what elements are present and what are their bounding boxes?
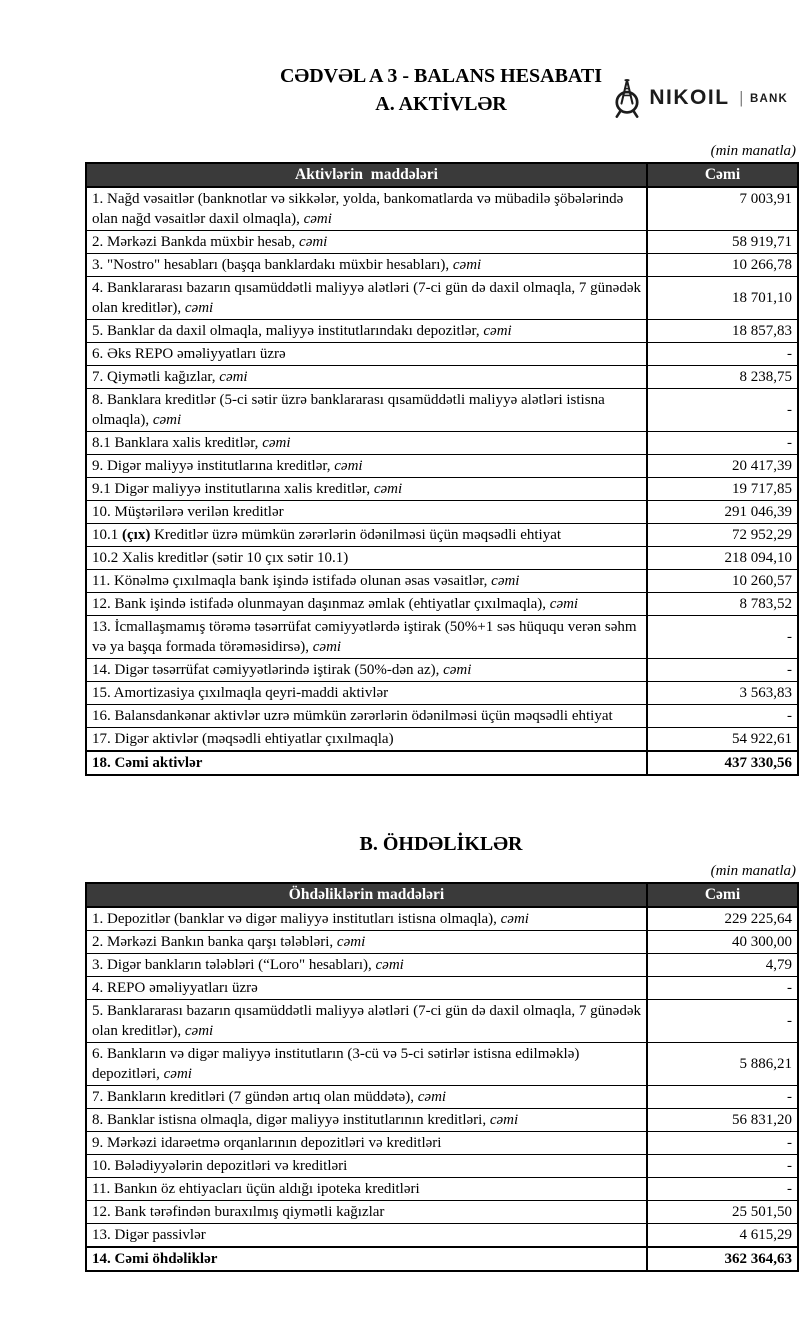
table-row — [86, 366, 798, 389]
logo-bank-text: BANK — [749, 93, 788, 105]
row-label-italic-part: cəmi — [549, 596, 579, 612]
row-label-text: 10. Müştərilərə verilən kreditlər — [92, 504, 284, 520]
row-label-text: 10.2 Xalis kreditlər (sətir 10 çıx sətir 10.1) — [92, 550, 349, 566]
title-line-1: CƏDVƏL A 3 - BALANS HESABATI — [279, 65, 603, 87]
row-label-text: 12. Bank işində istifadə olunmayan daşınmaz əmlak (ehtiyatlar çıxılmaqla), — [92, 596, 550, 612]
row-label — [86, 1043, 647, 1086]
table-row — [86, 501, 798, 524]
row-label — [86, 1178, 647, 1201]
row-label-text: 13. İcmallaşmamış törəmə təsərrüfat cəmiyyətlərdə iştirak (50%+1 səs hüququ verən səhm və ya başqa formada törəməsidirsə), — [92, 619, 637, 655]
row-label — [86, 1132, 647, 1155]
row-label — [86, 432, 647, 455]
row-value: - — [647, 1132, 798, 1155]
row-label — [86, 343, 647, 366]
row-label-italic-part: cəmi — [163, 1066, 192, 1082]
liabilities-header-row — [86, 883, 798, 907]
row-value: 7 003,91 — [647, 187, 798, 231]
row-label-text: 7. Bankların kreditləri (7 gündən artıq olan müddətə), — [92, 1089, 418, 1105]
row-label-text: 15. Amortizasiya çıxılmaqla qeyri-maddi aktivlər — [92, 685, 389, 701]
row-label-text: 11. Könəlmə çıxılmaqla bank işində istifadə olunan əsas vəsaitlər, — [92, 573, 492, 589]
table-row — [86, 187, 798, 231]
row-label-italic-part: cəmi — [452, 257, 482, 273]
row-label-italic-part: cəmi — [417, 1089, 447, 1105]
row-label — [86, 254, 647, 277]
row-label-italic-part: cəmi — [443, 662, 472, 678]
row-label — [86, 277, 647, 320]
row-value: 229 225,64 — [647, 907, 798, 931]
row-value: - — [647, 616, 798, 659]
row-label-text: 9. Mərkəzi idarəetmə orqanlarının depozitləri və kreditləri — [92, 1135, 442, 1151]
row-label — [86, 728, 647, 752]
row-value: - — [647, 1000, 798, 1043]
row-label — [86, 616, 647, 659]
row-value: 25 501,50 — [647, 1201, 798, 1224]
table-row — [86, 1247, 798, 1271]
row-label-text: 14. Cəmi öhdəliklər — [92, 1251, 218, 1267]
row-value: 72 952,29 — [647, 524, 798, 547]
table-row — [86, 1201, 798, 1224]
table-row — [86, 455, 798, 478]
row-value: - — [647, 1178, 798, 1201]
table-row — [86, 682, 798, 705]
row-label-text: 13. Digər passivlər — [92, 1227, 206, 1243]
row-value: 218 094,10 — [647, 547, 798, 570]
row-label — [86, 593, 647, 616]
row-value: - — [647, 343, 798, 366]
assets-header-items: Aktivlərin maddələri — [86, 163, 647, 187]
logo-divider: | — [739, 88, 743, 107]
row-label-bold-part: (çıx) — [122, 527, 151, 543]
row-label-text: 6. Bankların və digər maliyyə institutların (3-cü və 5-ci sətirlər istisna edilməklə) depozitləri, — [92, 1046, 580, 1082]
row-value: 5 886,21 — [647, 1043, 798, 1086]
row-label — [86, 1247, 647, 1271]
assets-header-total: Cəmi — [647, 163, 798, 187]
row-label — [86, 705, 647, 728]
table-row — [86, 1043, 798, 1086]
assets-table — [85, 162, 799, 776]
table-row — [86, 570, 798, 593]
row-label-text: 6. Əks REPO əməliyyatları üzrə — [92, 346, 286, 362]
row-label — [86, 1155, 647, 1178]
row-label-text: 3. "Nostro" hesabları (başqa banklardakı müxbir hesabları), — [92, 257, 453, 273]
row-label-text: 16. Balansdankənar aktivlər uzrə mümkün zərərlərin ödənilməsi üçün məqsədli ehtiyat — [92, 708, 613, 724]
row-label-text: 14. Digər təsərrüfat cəmiyyətlərində iştirak (50%-dən az), — [92, 662, 444, 678]
row-label-text: 8.1 Banklara xalis kreditlər, — [92, 435, 263, 451]
row-label-text: 4. REPO əməliyyatları üzrə — [92, 980, 258, 996]
row-label-text: 12. Bank tərəfindən buraxılmış qiymətli kağızlar — [92, 1204, 385, 1220]
row-label-italic-part: cəmi — [336, 934, 366, 950]
row-label — [86, 366, 647, 389]
row-value: 4 615,29 — [647, 1224, 798, 1248]
row-label — [86, 1201, 647, 1224]
table-row — [86, 432, 798, 455]
row-label-italic-part: cəmi — [303, 211, 332, 227]
row-value: - — [647, 432, 798, 455]
row-value: 54 922,61 — [647, 728, 798, 752]
row-label-text: 1. Depozitlər (banklar və digər maliyyə institutları istisna olmaqla), — [92, 911, 501, 927]
row-label-italic-part: cəmi — [375, 957, 404, 973]
row-label-italic-part: cəmi — [184, 1023, 214, 1039]
row-value: 362 364,63 — [647, 1247, 798, 1271]
row-value: 18 857,83 — [647, 320, 798, 343]
table-row — [86, 343, 798, 366]
row-value: 40 300,00 — [647, 931, 798, 954]
table-row — [86, 320, 798, 343]
row-value: 3 563,83 — [647, 682, 798, 705]
row-label-text: 8. Banklar istisna olmaqla, digər maliyyə institutlarının kreditləri, — [92, 1112, 490, 1128]
row-label — [86, 931, 647, 954]
row-label — [86, 501, 647, 524]
row-label-text: 11. Bankın öz ehtiyacları üçün aldığı ipoteka kreditləri — [92, 1181, 420, 1197]
row-label-text: 1. Nağd vəsaitlər (banknotlar və sikkələr, yolda, bankomatlarda və mübadilə şöbələrində olan nağd vəsaitlər daxil olmaqla), — [92, 191, 624, 227]
table-row — [86, 659, 798, 682]
row-label — [86, 570, 647, 593]
row-value: 4,79 — [647, 954, 798, 977]
table-row — [86, 954, 798, 977]
row-label-text: 8. Banklara kreditlər (5-ci sətir üzrə banklararası qısamüddətli maliyyə alətləri istisna olmaqla), — [92, 392, 605, 428]
liabilities-header-items: Öhdəliklərin maddələri — [86, 883, 647, 907]
table-row — [86, 478, 798, 501]
row-value: 8 783,52 — [647, 593, 798, 616]
row-label-text: 5. Banklar da daxil olmaqla, maliyyə institutlarındakı depozitlər, — [92, 323, 484, 339]
row-value: 56 831,20 — [647, 1109, 798, 1132]
row-label-italic-part: cəmi — [299, 234, 328, 250]
table-row — [86, 1109, 798, 1132]
table-row — [86, 616, 798, 659]
row-label — [86, 1086, 647, 1109]
row-label-italic-part: cəmi — [500, 911, 529, 927]
row-label — [86, 187, 647, 231]
row-label-text: 10. Bələdiyyələrin depozitləri və kreditləri — [92, 1158, 348, 1174]
table-row — [86, 728, 798, 752]
table-row — [86, 1155, 798, 1178]
row-label — [86, 455, 647, 478]
row-value: - — [647, 1155, 798, 1178]
row-label-italic-part: cəmi — [489, 1112, 519, 1128]
row-label — [86, 389, 647, 432]
row-value: 19 717,85 — [647, 478, 798, 501]
row-label — [86, 547, 647, 570]
row-value: 10 260,57 — [647, 570, 798, 593]
row-label-text: 2. Mərkəzi Bankın banka qarşı tələbləri, — [92, 934, 337, 950]
row-label-italic-part: cəmi — [312, 639, 342, 655]
table-row — [86, 389, 798, 432]
logo-brand-text: NIKOIL — [649, 86, 730, 109]
row-value: 8 238,75 — [647, 366, 798, 389]
assets-header-row — [86, 163, 798, 187]
row-label-italic-part: cəmi — [152, 412, 182, 428]
table-row — [86, 705, 798, 728]
unit-note-assets: (min manatla) — [710, 143, 796, 159]
row-label-prefix: 10.1 — [92, 527, 122, 543]
row-label — [86, 907, 647, 931]
row-label-italic-part: cəmi — [262, 435, 291, 451]
table-row — [86, 751, 798, 775]
row-label-text: 9.1 Digər maliyyə institutlarına xalis kreditlər, — [92, 481, 374, 497]
row-label-text: Kreditlər üzrə mümkün zərərlərin ödənilməsi üçün məqsədli ehtiyat — [150, 527, 562, 543]
row-label — [86, 320, 647, 343]
table-row — [86, 524, 798, 547]
row-label-italic-part: cəmi — [483, 323, 512, 339]
row-label-text: 18. Cəmi aktivlər — [92, 755, 203, 771]
table-row — [86, 593, 798, 616]
row-value: - — [647, 659, 798, 682]
row-value: - — [647, 389, 798, 432]
unit-note-liabilities: (min manatla) — [710, 863, 796, 879]
row-label-text: 9. Digər maliyyə institutlarına kreditlər, — [92, 458, 335, 474]
liabilities-table — [85, 882, 799, 1272]
table-row — [86, 1178, 798, 1201]
row-label — [86, 682, 647, 705]
table-row — [86, 1086, 798, 1109]
row-value: - — [647, 705, 798, 728]
table-row — [86, 907, 798, 931]
balance-report-page — [0, 62, 800, 1318]
row-label — [86, 1224, 647, 1248]
table-row — [86, 977, 798, 1000]
row-value: - — [647, 977, 798, 1000]
row-value: 10 266,78 — [647, 254, 798, 277]
row-label-text: 3. Digər bankların tələbləri (“Loro" hesabları), — [92, 957, 376, 973]
table-row — [86, 1000, 798, 1043]
table-row — [86, 231, 798, 254]
title-line-2: A. AKTİVLƏR — [375, 93, 507, 115]
assets-section — [85, 143, 797, 776]
row-label-italic-part: cəmi — [334, 458, 363, 474]
row-label — [86, 1109, 647, 1132]
oil-derrick-icon — [610, 78, 644, 118]
row-value: 18 701,10 — [647, 277, 798, 320]
table-row — [86, 547, 798, 570]
section-b-title: B. ÖHDƏLİKLƏR — [359, 833, 523, 855]
liabilities-section — [85, 863, 797, 1272]
row-label-italic-part: cəmi — [219, 369, 248, 385]
row-value: 58 919,71 — [647, 231, 798, 254]
row-label — [86, 478, 647, 501]
row-value: 20 417,39 — [647, 455, 798, 478]
row-label — [86, 231, 647, 254]
nikoil-bank-logo — [610, 78, 788, 118]
row-label — [86, 751, 647, 775]
row-label-italic-part: cəmi — [184, 300, 214, 316]
row-label-italic-part: cəmi — [373, 481, 403, 497]
row-label-text: 17. Digər aktivlər (məqsədli ehtiyatlar çıxılmaqla) — [92, 731, 394, 747]
row-label-text: 4. Banklararası bazarın qısamüddətli maliyyə alətləri (7-ci gün də daxil olmaqla, 7 günədək olan kreditlər), — [92, 280, 641, 316]
row-label — [86, 524, 647, 547]
liabilities-header-total: Cəmi — [647, 883, 798, 907]
row-label — [86, 954, 647, 977]
row-label — [86, 977, 647, 1000]
table-row — [86, 931, 798, 954]
row-label-text: 5. Banklararası bazarın qısamüddətli maliyyə alətləri (7-ci gün də daxil olmaqla, 7 günədək olan kreditlər), — [92, 1003, 641, 1039]
table-row — [86, 1224, 798, 1248]
table-row — [86, 254, 798, 277]
row-label — [86, 1000, 647, 1043]
table-row — [86, 277, 798, 320]
row-label-text: 2. Mərkəzi Bankda müxbir hesab, — [92, 234, 300, 250]
row-label — [86, 659, 647, 682]
row-label-text: 7. Qiymətli kağızlar, — [92, 369, 220, 385]
row-value: 437 330,56 — [647, 751, 798, 775]
row-value: - — [647, 1086, 798, 1109]
table-row — [86, 1132, 798, 1155]
row-label-italic-part: cəmi — [491, 573, 520, 589]
row-value: 291 046,39 — [647, 501, 798, 524]
